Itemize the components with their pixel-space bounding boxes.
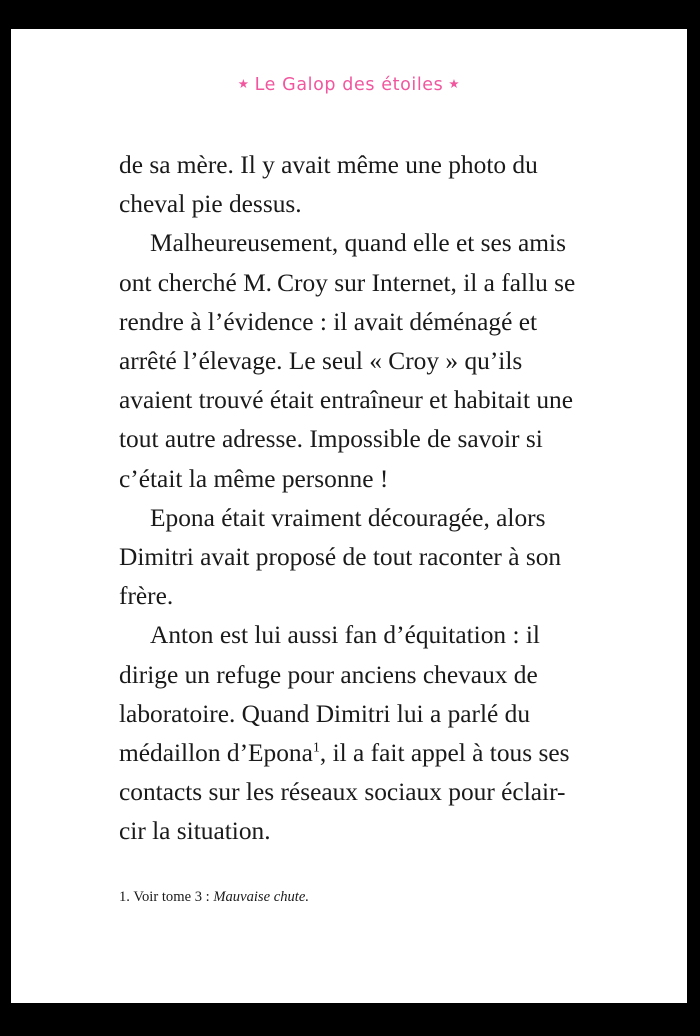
footnote-book-title: Mauvaise chute. [213,889,309,905]
paragraph-3: Epona était vraiment découragée, alors Dimitri avait proposé de tout raconter à son frère. [119,503,562,611]
paragraph-4-after-marker: , il a fait appel à tous ses contacts sur les réseaux sociaux pour éclair-cir la situation. [119,739,570,846]
paragraph-4-before-marker: Anton est lui aussi fan d’équitation : il dirige un refuge pour anciens chevaux de laboratoire. Quand Dimitri lui a parlé du médaillon d’Epona [119,621,540,768]
footnote [119,887,584,907]
footnote-lead: Voir tome 3 : [133,889,214,905]
book-page [11,29,687,1003]
paragraph-2: Malheureusement, quand elle et ses amis ont cherché M. Croy sur Internet, il a fallu se rendre à l’évidence : il avait déménagé et arrêté l’élevage. Le seul « Croy » qu’ils avaient trouvé était entraîneur et habitait une tout autre adresse. Impossible de savoir si c’était la même personne ! [119,229,576,493]
paragraph-4 [119,616,584,851]
paragraph-1: de sa mère. Il y avait même une photo du cheval pie dessus. [119,151,538,219]
running-head-title: Le Galop des étoiles [254,75,444,95]
running-head [11,77,687,95]
footnote-marker[interactable]: 1 [312,740,320,756]
star-left-icon: ★ [237,76,250,91]
body-text [119,146,584,852]
star-right-icon: ★ [448,76,461,91]
footnote-number: 1. [119,889,134,905]
